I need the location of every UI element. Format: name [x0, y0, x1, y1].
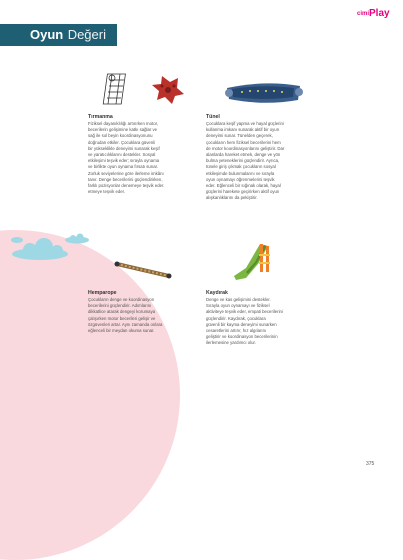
tunnel-heading: Tünel	[206, 114, 220, 120]
text-line: Çocuklara keşif yapma ve hayal güçlerini	[206, 121, 284, 126]
text-line: dikkatlice atarak dengeyi korumaya	[88, 309, 156, 315]
text-line: alışkanlıklarını da pekiştirir.	[206, 195, 258, 201]
text-line: Fiziksel dayanıklılığı artırırken motor,	[88, 121, 158, 126]
text-line: etkileşimde bulunmalarını ve sırayla	[206, 170, 275, 176]
text-line: güçlerini harekete geçirirken aktif oyun	[206, 189, 280, 195]
text-line: tanır. Denge becerilerini güçlendirirken,	[88, 176, 163, 182]
text-line: çocukların hem fiziksel becerilerini hem	[206, 139, 281, 145]
text-line: etmeye teşvik eder.	[88, 189, 126, 195]
tunnel-description	[206, 121, 324, 202]
text-line: Denge ve kas gelişimini destekler.	[206, 297, 271, 302]
text-line: ve yaratıcılıklarını destekler. Sosyal	[88, 152, 156, 158]
text-line: bulma yeteneklerini güçlendirir. Ayrıca,	[206, 158, 280, 164]
page-title-bold: Oyun	[30, 27, 64, 42]
text-line: de motor koordinasyonlarını geliştirir. Dar	[206, 145, 285, 151]
text-line: Zorluk seviyelerine göre ilerleme imkânı	[88, 170, 164, 176]
text-line: özgüvenleri artar. Aynı zamanda onlara	[88, 321, 163, 327]
text-line: sağ ile sol beyin koordinasyonunu	[88, 133, 153, 139]
text-line: geliştirir ve koordinasyon becerilerinin	[206, 334, 278, 340]
text-line: oyun oynamayı öğrenmelerini teşvik	[206, 176, 275, 182]
slide-equipment-image	[230, 242, 276, 284]
text-line: becerilerin gelişimine katkı sağlar ve	[88, 127, 158, 133]
text-line: ve birlikte oyun oynama fırsatı sunar.	[88, 164, 158, 170]
climbing-equipment-image	[102, 70, 192, 110]
climbing-heading: Tırmanma	[88, 114, 113, 120]
page-title-rest: Değeri	[67, 27, 106, 42]
text-line: Çocukların denge ve koordinasyon	[88, 297, 155, 302]
text-line: aktiviteye teşvik eder, empati becerilerini	[206, 309, 283, 315]
logo-small-text: cimi	[357, 11, 370, 17]
text-line: tünele giriş çıkmak çocukların sosyal	[206, 164, 276, 170]
brand-logo	[357, 8, 389, 20]
text-line: ilerlemesine yardımcı olur.	[206, 340, 256, 346]
logo-play-text: Play	[369, 8, 390, 19]
text-line: cesaretlerini artırır, hız algılarını	[206, 328, 267, 334]
text-line: güçlendirir. Kaydırak, çocuklara	[206, 315, 266, 321]
text-line: deneyimi sunar. Tünelden geçerek,	[206, 133, 273, 139]
text-line: becerilerini güçlendirir. Adımlarını	[88, 303, 152, 309]
hemparope-heading: Hemparope	[88, 290, 117, 296]
text-line: etkileşimi teşvik eder; sırayla oynama	[88, 158, 160, 164]
page-number: 375	[366, 461, 375, 467]
text-line: farklı pozisyonlar denemeye teşvik eder.	[88, 183, 165, 189]
text-line: doğrudan etkiler. Çocuklara güvenli	[88, 139, 156, 145]
text-line: Sırayla oyun oynamayı ve fiziksel	[206, 303, 270, 309]
text-line: eder. Eğlenceli bir sığınak olarak, hayal	[206, 183, 281, 189]
slide-heading: Kaydırak	[206, 290, 228, 296]
cloud-decoration	[0, 228, 403, 268]
text-line: eğlenceli bir meydan okuma sunar.	[88, 328, 155, 334]
text-line: alanlarda hareket etmek, denge ve yön	[206, 152, 281, 158]
text-line: çalışırken motor becerileri gelişir ve	[88, 315, 156, 321]
climbing-description	[88, 121, 198, 195]
text-line: bir yükseklikle deneyimi sunarak keşif	[88, 145, 160, 151]
hemparope-description	[88, 297, 198, 334]
hemp-rope-image	[113, 258, 173, 282]
text-line: kullanma imkanı sunarak aktif bir oyun	[206, 127, 280, 133]
page-title	[0, 24, 117, 46]
text-line: güvenli bir kayma deneyimi sunarken	[206, 321, 277, 327]
tunnel-equipment-image	[224, 82, 304, 106]
slide-description	[206, 297, 324, 347]
